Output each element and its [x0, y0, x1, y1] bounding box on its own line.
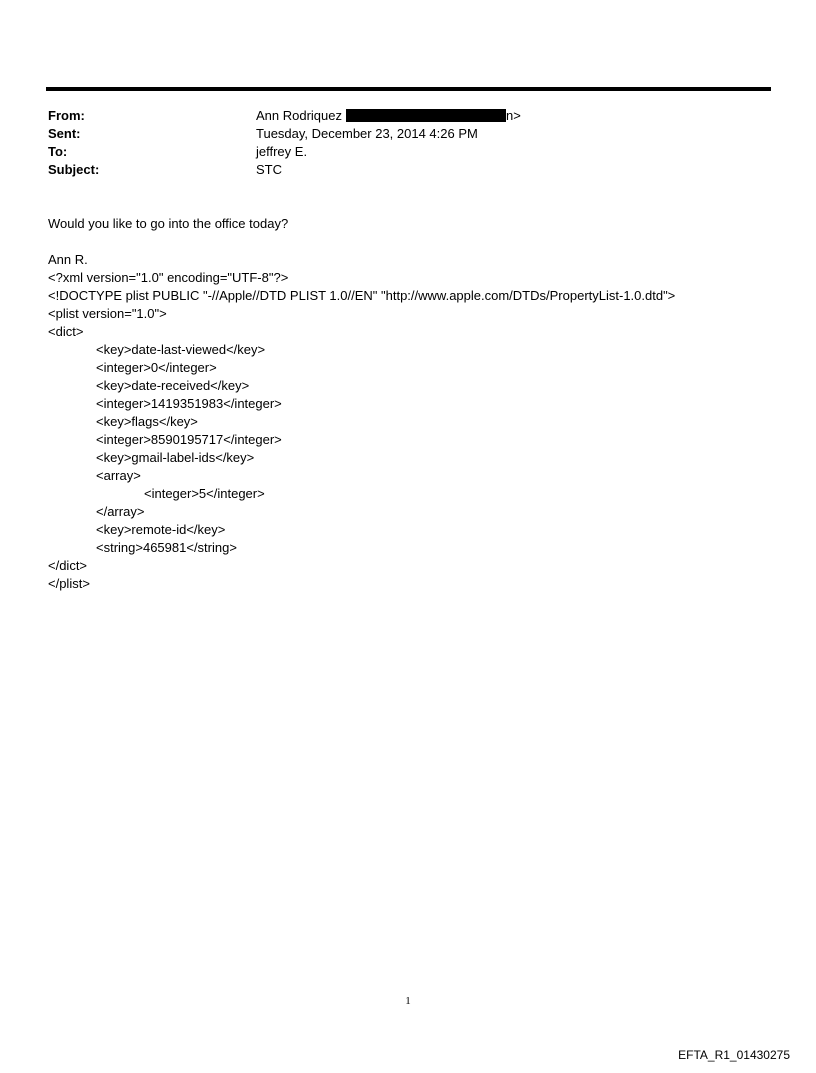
xml-line: <integer>1419351983</integer> — [96, 396, 282, 411]
page-number: 1 — [405, 995, 411, 1007]
xml-line: <?xml version="1.0" encoding="UTF-8"?> — [48, 270, 289, 285]
from-name: Ann Rodriquez — [256, 108, 342, 123]
to-value: jeffrey E. — [256, 144, 308, 159]
xml-line: <integer>8590195717</integer> — [96, 432, 282, 447]
xml-line: <key>date-last-viewed</key> — [96, 342, 266, 357]
sent-value: Tuesday, December 23, 2014 4:26 PM — [256, 126, 478, 141]
from-email-suffix: n> — [506, 108, 521, 123]
xml-line: <!DOCTYPE plist PUBLIC "-//Apple//DTD PLIST 1.0//EN" "http://www.apple.com/DTDs/PropertyList-1.0.dtd"> — [48, 288, 676, 303]
xml-line: <key>gmail-label-ids</key> — [96, 450, 255, 465]
xml-line: <plist version="1.0"> — [48, 306, 167, 321]
from-label: From: — [48, 108, 85, 123]
xml-line: <integer>5</integer> — [144, 486, 265, 501]
subject-value: STC — [256, 162, 282, 177]
xml-line: <string>465981</string> — [96, 540, 237, 555]
xml-line: <key>remote-id</key> — [96, 522, 226, 537]
redaction-box — [346, 109, 506, 122]
xml-line: </dict> — [48, 558, 88, 573]
signature: Ann R. — [48, 252, 88, 267]
xml-line: </array> — [96, 504, 145, 519]
sent-label: Sent: — [48, 126, 81, 141]
from-value — [256, 107, 521, 125]
xml-line: <array> — [96, 468, 141, 483]
subject-label: Subject: — [48, 162, 100, 177]
header-divider — [46, 87, 771, 91]
xml-line: <key>flags</key> — [96, 414, 198, 429]
xml-line: </plist> — [48, 576, 90, 591]
message-text: Would you like to go into the office today? — [48, 216, 289, 231]
xml-line: <dict> — [48, 324, 84, 339]
to-label: To: — [48, 144, 68, 159]
xml-line: <integer>0</integer> — [96, 360, 217, 375]
bates-number: EFTA_R1_01430275 — [678, 1048, 790, 1062]
xml-line: <key>date-received</key> — [96, 378, 250, 393]
